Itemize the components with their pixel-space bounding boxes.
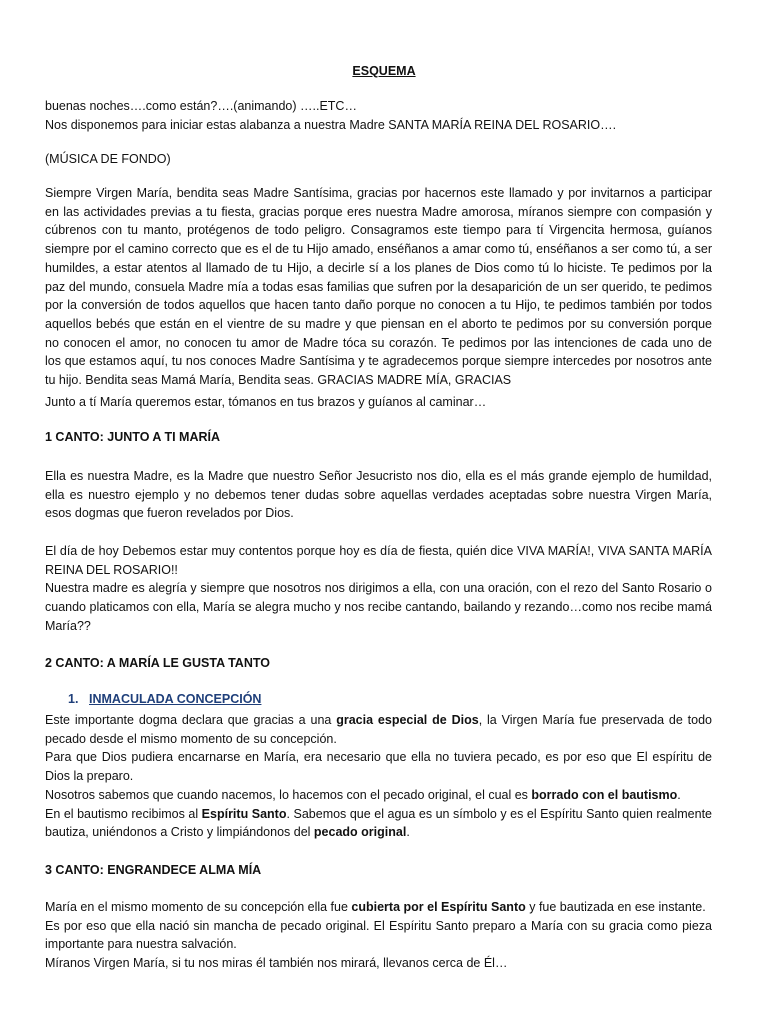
prayer-line: por la conversión de todos aquellos que hacen tanto daño porque no conocen a tu Hijo, te pedimos también por todos	[45, 298, 712, 313]
dogma-heading	[68, 692, 261, 706]
fiesta-line: cuando platicamos con ella, María se alegra mucho y nos recibe cantando, bailando y rezando…como nos recibe mamá	[45, 600, 712, 615]
final-line: Míranos Virgen María, si tu nos miras él también nos mirará, llevanos cerca de Él…	[45, 956, 508, 971]
fiesta-paragraph	[45, 542, 712, 636]
dogma-line: Para que Dios pudiera encarnarse en María, era necesario que ella no tuviera pecado, es por eso que El espíritu de	[45, 750, 712, 765]
prayer-line: siempre por el camino correcto que es el de tu Hijo amado, enséñanos a amar como tú, enséñanos a ser como tú, a ser	[45, 242, 712, 257]
intro-line: Nos disponemos para iniciar estas alabanza a nuestra Madre SANTA MARÍA REINA DEL ROSARIO….	[45, 117, 617, 132]
dogma-title: INMACULADA CONCEPCIÓN	[89, 692, 262, 706]
list-number: 1.	[68, 692, 79, 706]
prayer-line: tu hijo. Bendita seas Mamá María, Bendita seas. GRACIAS MADRE MÍA, GRACIAS	[45, 373, 512, 388]
dogma-line: Dios la preparo.	[45, 769, 134, 784]
fiesta-line: María??	[45, 618, 91, 633]
final-line: importante para nuestra salvación.	[45, 937, 237, 952]
prayer-line: cúbrenos con tu manto, protégenos de todo peligro. Consagramos este tiempo para tí Virgencita hermosa, guíanos	[45, 223, 712, 238]
text-run: En el bautismo recibimos al	[45, 806, 202, 821]
dogma-line	[45, 805, 712, 824]
final-line: Es por eso que ella nació sin mancha de pecado original. El Espíritu Santo preparo a María con su gracia como pieza	[45, 918, 712, 933]
prayer-line: los que estamos aquí, tu nos conoces Madre Santísima y te agradecemos porque siempre intercedes por nosotros ante	[45, 354, 712, 369]
madre-line: esos dogmas que fueron revelados por Dios.	[45, 506, 294, 521]
prayer-line: en las actividades previas a tu fiesta, gracias porque eres nuestra Madre amorosa, míranos siempre con compasión y	[45, 204, 712, 219]
page-title: ESQUEMA	[352, 64, 416, 78]
text-run: María en el mismo momento de su concepción ella fue	[45, 900, 352, 914]
canto-3-heading: 3 CANTO: ENGRANDECE ALMA MÍA	[45, 863, 262, 877]
final-line	[45, 898, 712, 917]
bold-run: pecado original	[313, 825, 407, 840]
junto-line: Junto a tí María queremos estar, tómanos en tus brazos y guíanos al caminar…	[45, 395, 487, 409]
text-run: .	[406, 825, 410, 840]
text-run: , la Virgen María fue preservada de todo	[478, 713, 712, 727]
prayer-line: no conocen el amor, no conocen tu amor de Madre tóca su corazón. Te pedimos por las intenciones de cada uno de	[45, 335, 712, 350]
prayer-line: Siempre Virgen María, bendita seas Madre Santísima, gracias por hacernos este llamado y por invitarnos a participar	[45, 186, 712, 200]
text-run: .	[677, 787, 681, 802]
bold-run: Espíritu Santo	[201, 806, 287, 821]
bold-run: cubierta por el Espíritu Santo	[351, 900, 526, 914]
prayer-line: aquellos bebés que están en el vientre de su madre y que piensan en el aborto te pedimos por su conversión porque	[45, 316, 712, 331]
dogma-line	[45, 711, 712, 730]
dogma-line	[45, 786, 712, 805]
music-note: (MÚSICA DE FONDO)	[45, 152, 171, 166]
fiesta-line: Nuestra madre es alegría y siempre que nosotros nos dirigimos a ella, con una oración, con el rezo del Santo Rosario o	[45, 581, 712, 596]
fiesta-line: El día de hoy Debemos estar muy contentos porque hoy es día de fiesta, quién dice VIVA MARÍA!, VIVA SANTA MARÍA	[45, 544, 712, 558]
text-run: Nosotros sabemos que cuando nacemos, lo hacemos con el pecado original, el cual es	[45, 787, 532, 802]
text-run: . Sabemos que el agua es un símbolo y es el Espíritu Santo quien realmente	[286, 806, 713, 821]
text-run: y fue bautizada en ese instante.	[525, 900, 706, 914]
canto-1-heading: 1 CANTO: JUNTO A TI MARÍA	[45, 430, 221, 444]
dogma-line	[45, 823, 712, 842]
madre-paragraph	[45, 467, 712, 523]
dogma-paragraph	[45, 711, 712, 842]
prayer-paragraph	[45, 184, 712, 390]
dogma-line: pecado desde el mismo momento de su concepción.	[45, 731, 337, 746]
prayer-line: paz del mundo, consuela Madre mía a todas esas familias que sufren por la desaparición de un ser querido, te pedimos	[45, 279, 712, 294]
prayer-line: humildes, a estar atentos al llamado de tu Hijo, a decirle sí a los planes de Dios como tú lo hiciste. Te pedimos por la	[45, 260, 712, 275]
intro-line: buenas noches….como están?….(animando) …..ETC…	[45, 99, 357, 113]
intro-paragraph	[45, 97, 712, 134]
madre-line: ella es nuestro ejemplo y no debemos tener dudas sobre aquellas verdades aceptadas sobre nuestra Virgen María,	[45, 487, 712, 502]
bold-run: gracia especial de Dios	[336, 713, 479, 727]
final-paragraph	[45, 898, 712, 973]
fiesta-line: REINA DEL ROSARIO!!	[45, 562, 178, 577]
text-run: bautiza, uniéndonos a Cristo y limpiándonos del	[45, 825, 314, 840]
bold-run: borrado con el bautismo	[531, 787, 678, 802]
madre-line: Ella es nuestra Madre, es la Madre que nuestro Señor Jesucristo nos dio, ella es el más grande ejemplo de humildad,	[45, 469, 712, 483]
canto-2-heading: 2 CANTO: A MARÍA LE GUSTA TANTO	[45, 656, 270, 670]
text-run: Este importante dogma declara que gracias a una	[45, 713, 337, 727]
